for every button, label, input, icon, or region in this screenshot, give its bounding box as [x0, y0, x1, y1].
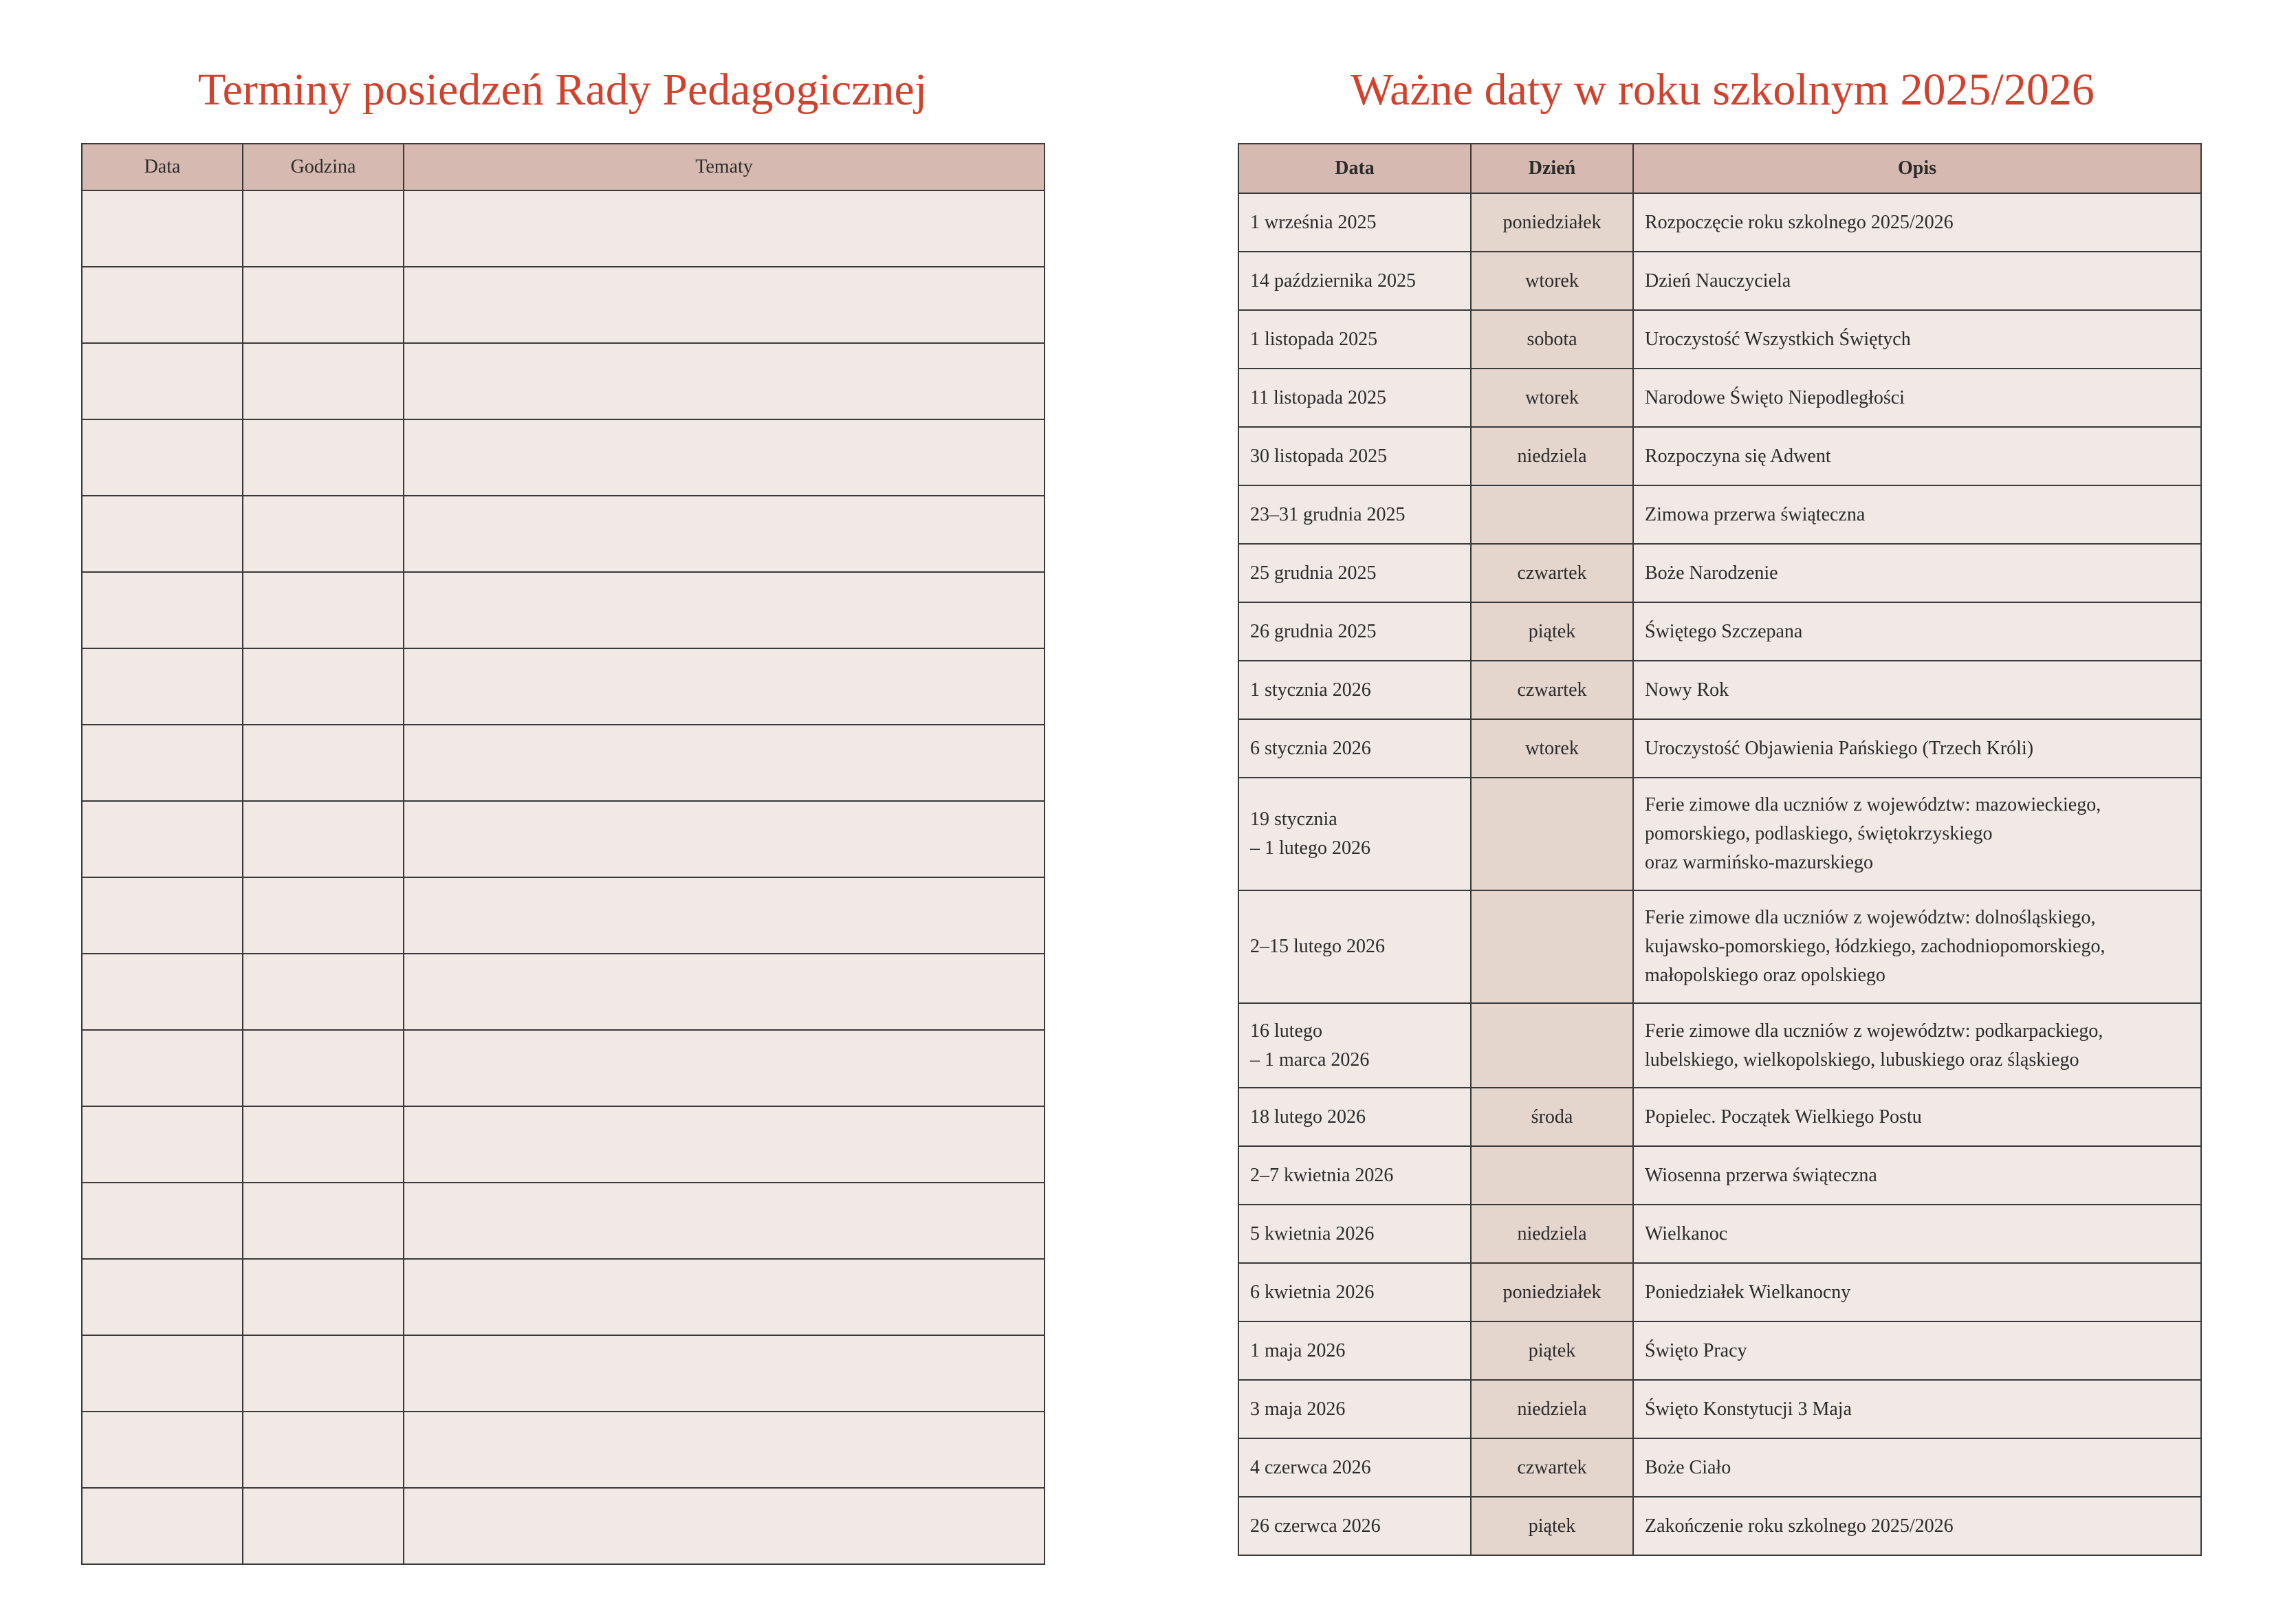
dates-cell-description: Zakończenie roku szkolnego 2025/2026 — [1633, 1497, 2201, 1555]
meetings-cell-topics[interactable] — [404, 343, 1045, 419]
dates-row — [1238, 602, 2201, 661]
dates-cell-date: 25 grudnia 2025 — [1238, 544, 1471, 602]
dates-cell-description: Uroczystość Objawienia Pańskiego (Trzech Króli) — [1633, 719, 2201, 778]
dates-cell-description: Rozpoczyna się Adwent — [1633, 427, 2201, 485]
meetings-cell-time[interactable] — [243, 1183, 404, 1259]
dates-cell-description: Święto Konstytucji 3 Maja — [1633, 1380, 2201, 1438]
meetings-cell-topics[interactable] — [404, 954, 1045, 1030]
dates-row — [1238, 661, 2201, 719]
dates-cell-day: wtorek — [1471, 252, 1633, 310]
meetings-header-date: Data — [82, 144, 243, 190]
dates-cell-date: 1 września 2025 — [1238, 193, 1471, 252]
dates-cell-day — [1471, 485, 1633, 544]
meetings-header-topics: Tematy — [404, 144, 1045, 190]
dates-row — [1238, 1380, 2201, 1438]
dates-cell-date: 5 kwietnia 2026 — [1238, 1205, 1471, 1263]
dates-header-description: Opis — [1633, 144, 2201, 193]
dates-row — [1238, 1497, 2201, 1555]
meetings-cell-topics[interactable] — [404, 1183, 1045, 1259]
meetings-row — [82, 343, 1045, 419]
dates-cell-day: wtorek — [1471, 369, 1633, 427]
meetings-cell-date[interactable] — [82, 572, 243, 648]
meetings-cell-date[interactable] — [82, 267, 243, 343]
meetings-cell-topics[interactable] — [404, 572, 1045, 648]
meetings-cell-topics[interactable] — [404, 1488, 1045, 1564]
dates-cell-day: czwartek — [1471, 1438, 1633, 1497]
dates-cell-date: 30 listopada 2025 — [1238, 427, 1471, 485]
dates-cell-date: 14 października 2025 — [1238, 252, 1471, 310]
meetings-row — [82, 496, 1045, 572]
meetings-cell-date[interactable] — [82, 648, 243, 725]
dates-cell-day: środa — [1471, 1088, 1633, 1146]
dates-cell-day: piątek — [1471, 602, 1633, 661]
meetings-header-row — [82, 144, 1045, 190]
dates-cell-date: 4 czerwca 2026 — [1238, 1438, 1471, 1497]
meetings-row — [82, 1335, 1045, 1412]
meetings-cell-topics[interactable] — [404, 1412, 1045, 1488]
dates-cell-day: wtorek — [1471, 719, 1633, 778]
meetings-cell-date[interactable] — [82, 190, 243, 267]
meetings-row — [82, 419, 1045, 496]
meetings-cell-time[interactable] — [243, 1488, 404, 1564]
dates-cell-date: 1 stycznia 2026 — [1238, 661, 1471, 719]
dates-row — [1238, 890, 2201, 1003]
dates-cell-day: czwartek — [1471, 544, 1633, 602]
dates-cell-description: Boże Narodzenie — [1633, 544, 2201, 602]
meetings-cell-date[interactable] — [82, 725, 243, 801]
dates-cell-description: Świętego Szczepana — [1633, 602, 2201, 661]
meetings-row — [82, 1488, 1045, 1564]
dates-cell-date: 2–7 kwietnia 2026 — [1238, 1146, 1471, 1205]
dates-row — [1238, 1205, 2201, 1263]
dates-cell-description: Dzień Nauczyciela — [1633, 252, 2201, 310]
dates-cell-description: Nowy Rok — [1633, 661, 2201, 719]
dates-cell-day: piątek — [1471, 1321, 1633, 1380]
dates-row — [1238, 1003, 2201, 1088]
dates-cell-date: 3 maja 2026 — [1238, 1380, 1471, 1438]
meetings-cell-time[interactable] — [243, 1412, 404, 1488]
dates-cell-day: poniedziałek — [1471, 1263, 1633, 1321]
meetings-cell-date[interactable] — [82, 1183, 243, 1259]
dates-header-day: Dzień — [1471, 144, 1633, 193]
dates-row — [1238, 1438, 2201, 1497]
meetings-cell-topics[interactable] — [404, 190, 1045, 267]
dates-row — [1238, 778, 2201, 890]
dates-cell-day: niedziela — [1471, 1380, 1633, 1438]
meetings-cell-topics[interactable] — [404, 648, 1045, 725]
dates-cell-description: Popielec. Początek Wielkiego Postu — [1633, 1088, 2201, 1146]
dates-cell-date: 1 listopada 2025 — [1238, 310, 1471, 369]
dates-row — [1238, 427, 2201, 485]
meetings-page-title: Terminy posiedzeń Rady Pedagogicznej — [197, 65, 928, 115]
meetings-row — [82, 801, 1045, 877]
meetings-row — [82, 1183, 1045, 1259]
dates-cell-description: Rozpoczęcie roku szkolnego 2025/2026 — [1633, 193, 2201, 252]
meetings-row — [82, 877, 1045, 954]
meetings-row — [82, 648, 1045, 725]
meetings-cell-date[interactable] — [82, 1106, 243, 1183]
meetings-cell-time[interactable] — [243, 954, 404, 1030]
meetings-cell-date[interactable] — [82, 1259, 243, 1335]
dates-cell-date: 19 stycznia – 1 lutego 2026 — [1238, 778, 1471, 890]
dates-cell-day — [1471, 778, 1633, 890]
dates-cell-day — [1471, 1003, 1633, 1088]
meetings-row — [82, 1030, 1045, 1106]
meetings-row — [82, 267, 1045, 343]
dates-cell-day: niedziela — [1471, 427, 1633, 485]
meetings-cell-date[interactable] — [82, 343, 243, 419]
dates-cell-description: Narodowe Święto Niepodległości — [1633, 369, 2201, 427]
meetings-cell-time[interactable] — [243, 496, 404, 572]
meetings-cell-time[interactable] — [243, 801, 404, 877]
dates-cell-date: 6 stycznia 2026 — [1238, 719, 1471, 778]
dates-cell-description: Wiosenna przerwa świąteczna — [1633, 1146, 2201, 1205]
meetings-cell-topics[interactable] — [404, 496, 1045, 572]
meetings-cell-time[interactable] — [243, 419, 404, 496]
meetings-cell-date[interactable] — [82, 877, 243, 954]
dates-row — [1238, 193, 2201, 252]
meetings-cell-date[interactable] — [82, 419, 243, 496]
meetings-header-time: Godzina — [243, 144, 404, 190]
dates-row — [1238, 1146, 2201, 1205]
dates-cell-day: niedziela — [1471, 1205, 1633, 1263]
meetings-cell-topics[interactable] — [404, 1030, 1045, 1106]
meetings-cell-time[interactable] — [243, 877, 404, 954]
dates-cell-day: poniedziałek — [1471, 193, 1633, 252]
important-dates-table — [1238, 143, 2202, 1556]
dates-cell-description: Ferie zimowe dla uczniów z województw: dolnośląskiego, kujawsko-pomorskiego, łódzkiego, zachodniopomorskiego, małopolskiego oraz opolskiego — [1633, 890, 2201, 1003]
meetings-cell-time[interactable] — [243, 1030, 404, 1106]
meetings-row — [82, 1259, 1045, 1335]
dates-cell-description: Poniedziałek Wielkanocny — [1633, 1263, 2201, 1321]
dates-cell-date: 1 maja 2026 — [1238, 1321, 1471, 1380]
meetings-cell-topics[interactable] — [404, 267, 1045, 343]
dates-cell-date: 6 kwietnia 2026 — [1238, 1263, 1471, 1321]
meetings-cell-time[interactable] — [243, 190, 404, 267]
meetings-table — [81, 143, 1045, 1565]
meetings-cell-topics[interactable] — [404, 1106, 1045, 1183]
meetings-cell-date[interactable] — [82, 1335, 243, 1412]
dates-cell-description: Ferie zimowe dla uczniów z województw: podkarpackiego, lubelskiego, wielkopolskiego, lubuskiego oraz śląskiego — [1633, 1003, 2201, 1088]
dates-cell-description: Boże Ciało — [1633, 1438, 2201, 1497]
meetings-cell-time[interactable] — [243, 1106, 404, 1183]
meetings-cell-time[interactable] — [243, 267, 404, 343]
meetings-cell-date[interactable] — [82, 1412, 243, 1488]
meetings-cell-date[interactable] — [82, 1488, 243, 1564]
dates-cell-day: sobota — [1471, 310, 1633, 369]
meetings-cell-date[interactable] — [82, 496, 243, 572]
meetings-cell-time[interactable] — [243, 1335, 404, 1412]
dates-row — [1238, 252, 2201, 310]
dates-cell-day: czwartek — [1471, 661, 1633, 719]
dates-cell-date: 23–31 grudnia 2025 — [1238, 485, 1471, 544]
meetings-cell-date[interactable] — [82, 1030, 243, 1106]
meetings-cell-time[interactable] — [243, 648, 404, 725]
dates-cell-description: Ferie zimowe dla uczniów z województw: mazowieckiego, pomorskiego, podlaskiego, świętokrzyskiego oraz warmińsko-mazurskiego — [1633, 778, 2201, 890]
dates-row — [1238, 719, 2201, 778]
dates-cell-date: 18 lutego 2026 — [1238, 1088, 1471, 1146]
dates-cell-date: 26 czerwca 2026 — [1238, 1497, 1471, 1555]
meetings-row — [82, 572, 1045, 648]
meetings-cell-date[interactable] — [82, 801, 243, 877]
meetings-row — [82, 190, 1045, 267]
meetings-row — [82, 1106, 1045, 1183]
dates-header-date: Data — [1238, 144, 1471, 193]
meetings-cell-date[interactable] — [82, 954, 243, 1030]
dates-row — [1238, 1263, 2201, 1321]
dates-cell-date: 11 listopada 2025 — [1238, 369, 1471, 427]
meetings-cell-time[interactable] — [243, 725, 404, 801]
dates-cell-date: 26 grudnia 2025 — [1238, 602, 1471, 661]
meetings-row — [82, 1412, 1045, 1488]
dates-cell-date: 2–15 lutego 2026 — [1238, 890, 1471, 1003]
meetings-cell-time[interactable] — [243, 1259, 404, 1335]
dates-row — [1238, 544, 2201, 602]
meetings-cell-topics[interactable] — [404, 725, 1045, 801]
meetings-cell-topics[interactable] — [404, 801, 1045, 877]
dates-cell-description: Święto Pracy — [1633, 1321, 2201, 1380]
meetings-cell-topics[interactable] — [404, 877, 1045, 954]
dates-row — [1238, 369, 2201, 427]
dates-row — [1238, 485, 2201, 544]
dates-header-row — [1238, 144, 2201, 193]
meetings-cell-topics[interactable] — [404, 419, 1045, 496]
dates-row — [1238, 1321, 2201, 1380]
meetings-cell-time[interactable] — [243, 343, 404, 419]
dates-cell-date: 16 lutego – 1 marca 2026 — [1238, 1003, 1471, 1088]
dates-row — [1238, 310, 2201, 369]
dates-cell-description: Wielkanoc — [1633, 1205, 2201, 1263]
meetings-cell-time[interactable] — [243, 572, 404, 648]
dates-cell-description: Uroczystość Wszystkich Świętych — [1633, 310, 2201, 369]
meetings-cell-topics[interactable] — [404, 1259, 1045, 1335]
meetings-row — [82, 725, 1045, 801]
dates-page-title: Ważne daty w roku szkolnym 2025/2026 — [1351, 65, 2095, 115]
meetings-row — [82, 954, 1045, 1030]
dates-cell-description: Zimowa przerwa świąteczna — [1633, 485, 2201, 544]
dates-row — [1238, 1088, 2201, 1146]
meetings-cell-topics[interactable] — [404, 1335, 1045, 1412]
dates-cell-day: piątek — [1471, 1497, 1633, 1555]
dates-cell-day — [1471, 1146, 1633, 1205]
dates-cell-day — [1471, 890, 1633, 1003]
